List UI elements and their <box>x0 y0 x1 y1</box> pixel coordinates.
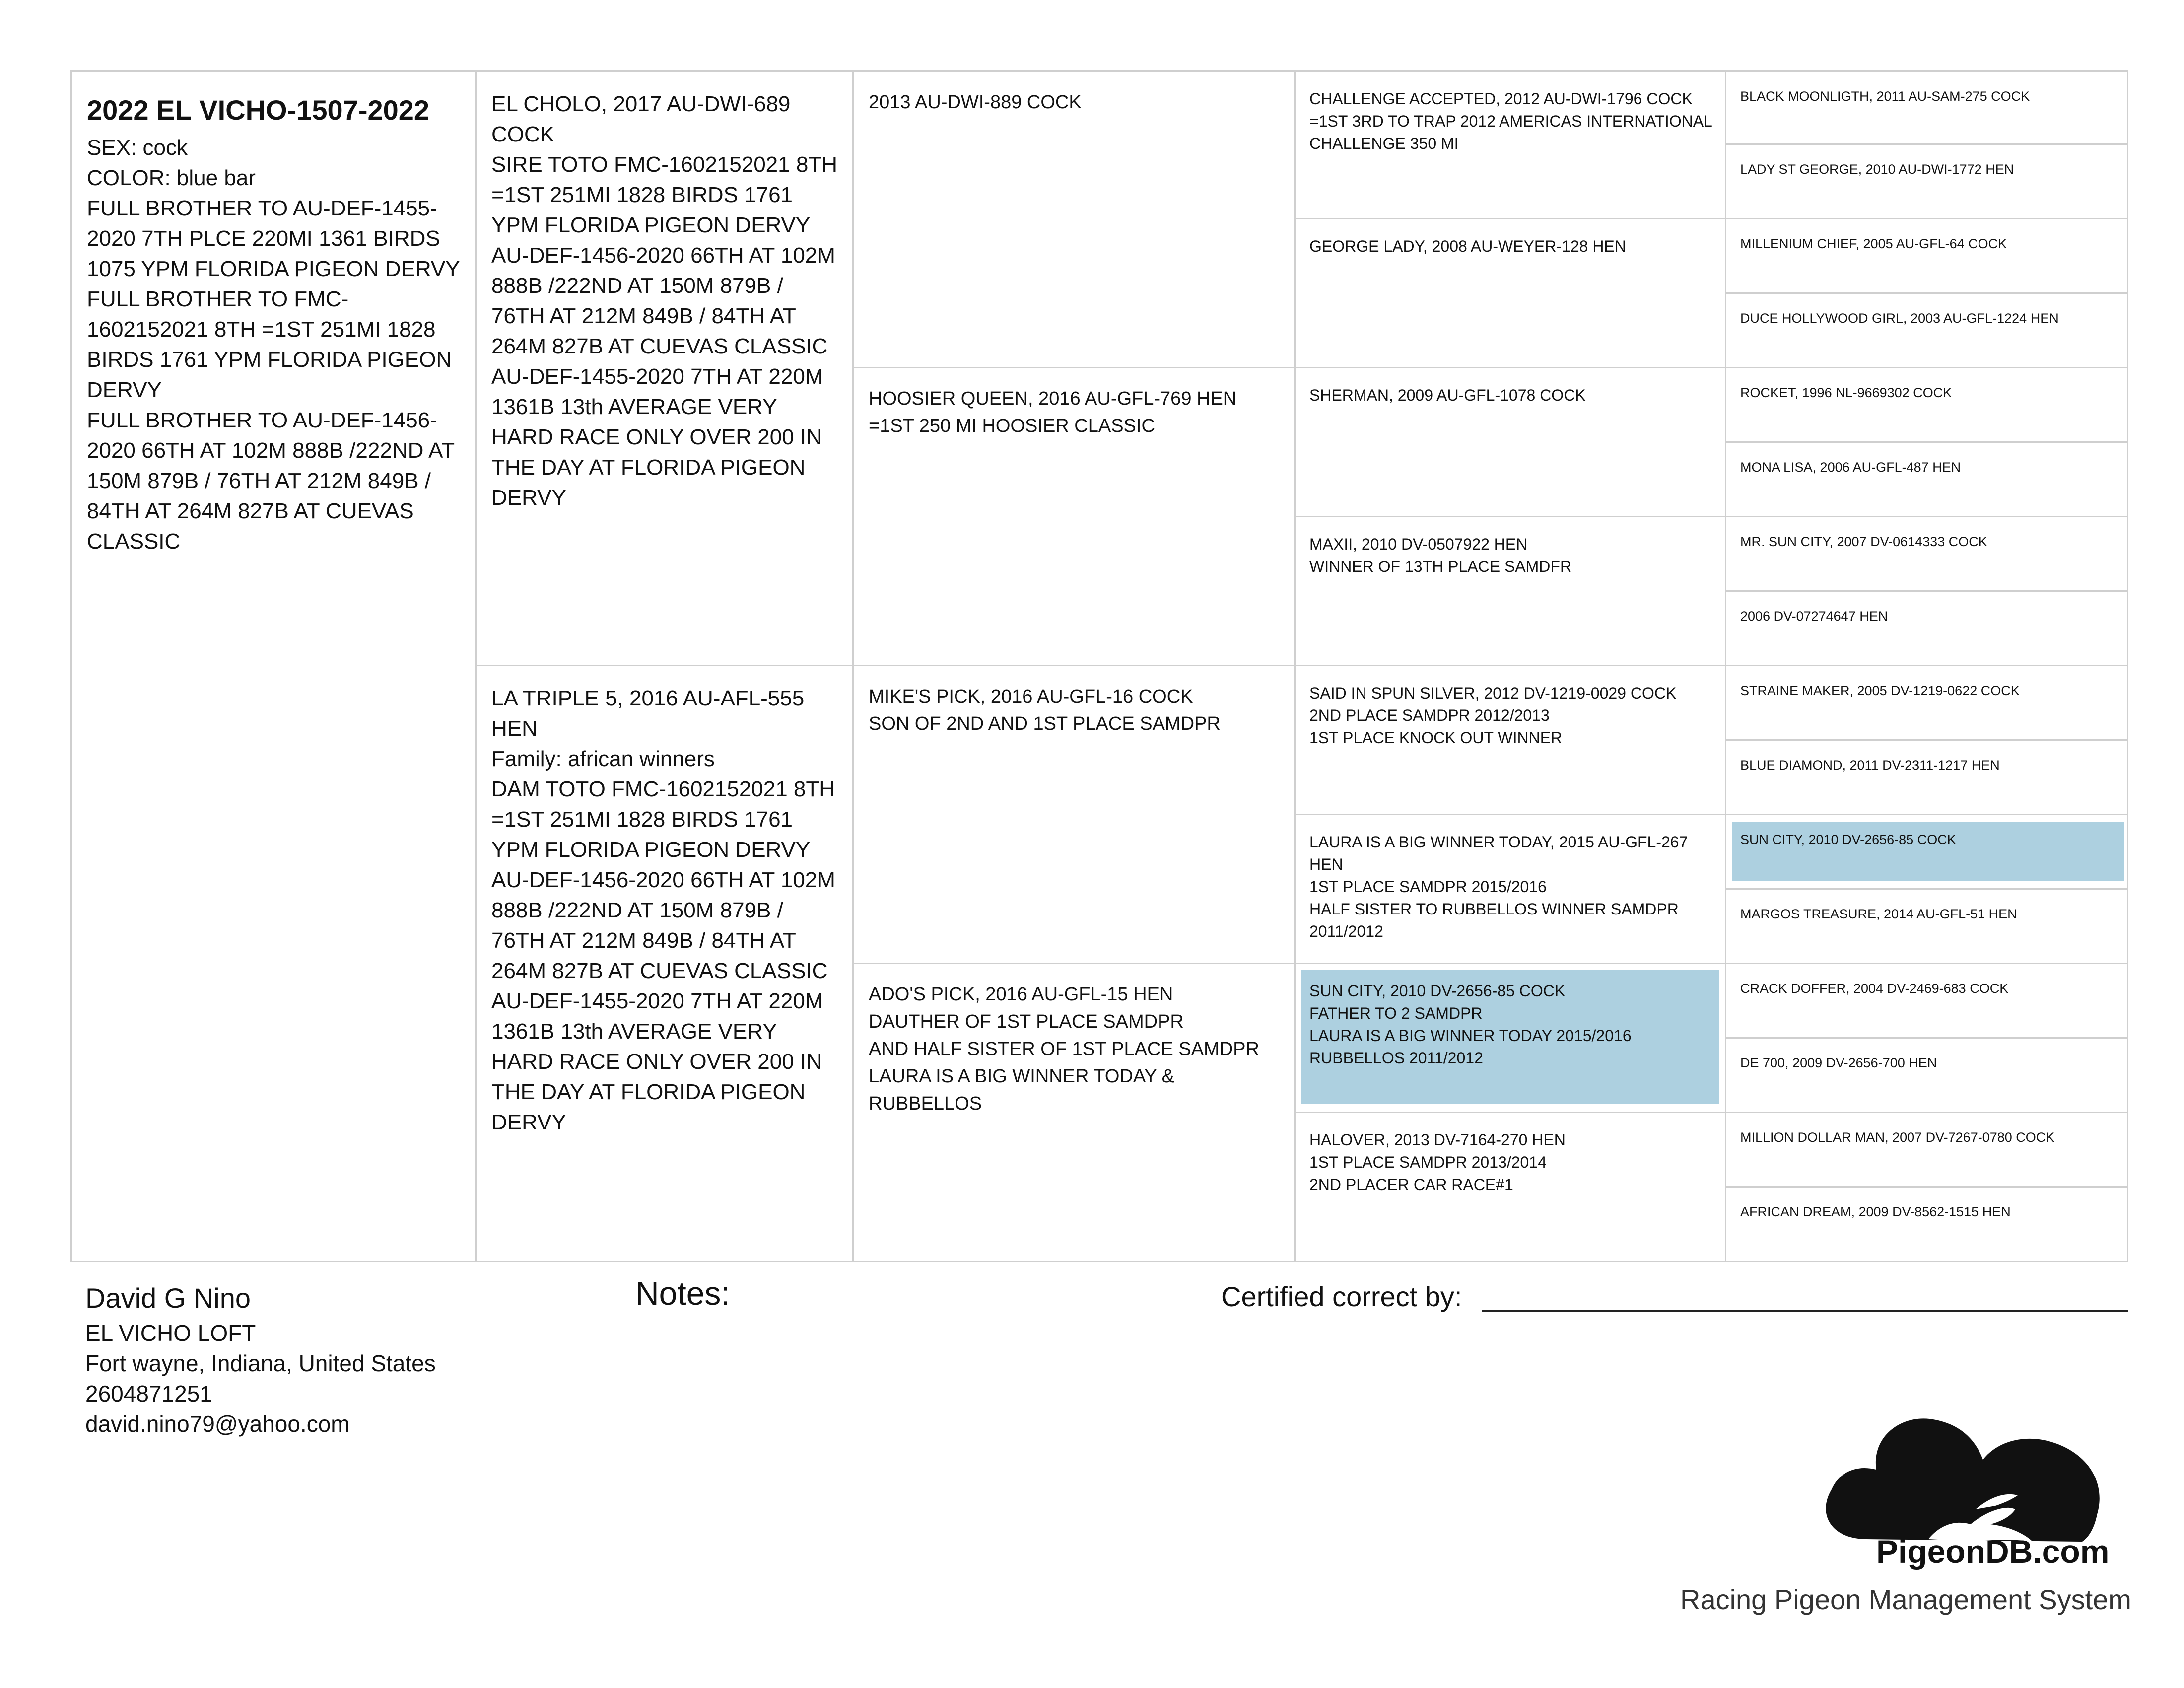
dam-cell <box>475 665 854 1262</box>
gen4-line: DUCE HOLLYWOOD GIRL, 2003 AU-GFL-1224 HEN <box>1740 311 2059 326</box>
gen4-line: CRACK DOFFER, 2004 DV-2469-683 COCK <box>1740 981 2009 996</box>
gen3-line: HALOVER, 2013 DV-7164-270 HEN <box>1309 1131 1566 1149</box>
gen4-cell <box>1725 70 2128 145</box>
subject-cell <box>70 70 477 1262</box>
gen3-line: CHALLENGE ACCEPTED, 2012 AU-DWI-1796 COCK <box>1309 90 1693 108</box>
owner-email: david.nino79@yahoo.com <box>85 1411 350 1437</box>
gen4-cell <box>1725 665 2128 741</box>
gen4-line: AFRICAN DREAM, 2009 DV-8562-1515 HEN <box>1740 1204 2011 1219</box>
sire-cell <box>475 70 854 666</box>
gen4-cell <box>1725 292 2128 368</box>
signature-line <box>1482 1310 2128 1312</box>
gen4-cell <box>1725 1037 2128 1113</box>
gen2-line: AND HALF SISTER OF 1ST PLACE SAMDPR <box>869 1039 1259 1059</box>
logo-tagline: Racing Pigeon Management System <box>1680 1584 2131 1615</box>
gen3-cell <box>1294 814 1726 964</box>
gen3-line: 1ST PLACE SAMDPR 2015/2016 <box>1309 878 1547 896</box>
gen4-cell-highlighted <box>1725 814 2128 890</box>
gen3-line: 1ST PLACE KNOCK OUT WINNER <box>1309 729 1563 747</box>
subject-note: FULL BROTHER TO AU-DEF-1456-2020 66TH AT 102M 888B /222ND AT 150M 879B / 76TH AT 212M 849B / 84TH AT 264M 827B AT CUEVAS CLASSIC <box>87 408 455 554</box>
notes-label: Notes: <box>635 1275 730 1312</box>
gen3-line: LAURA IS A BIG WINNER TODAY 2015/2016 <box>1309 1027 1632 1045</box>
gen2-line: =1ST 250 MI HOOSIER CLASSIC <box>869 416 1155 436</box>
gen4-cell <box>1725 888 2128 964</box>
gen3-line: LAURA IS A BIG WINNER TODAY, 2015 AU-GFL-267 HEN <box>1309 833 1688 873</box>
gen3-cell <box>1294 70 1726 219</box>
gen3-line: 2ND PLACE SAMDPR 2012/2013 <box>1309 706 1550 724</box>
gen2-line: ADO'S PICK, 2016 AU-GFL-15 HEN <box>869 984 1173 1005</box>
gen3-line: SAID IN SPUN SILVER, 2012 DV-1219-0029 COCK <box>1309 684 1677 702</box>
gen4-line: MR. SUN CITY, 2007 DV-0614333 COCK <box>1740 534 1987 549</box>
certified-label: Certified correct by: <box>1221 1281 1462 1312</box>
gen4-line: SUN CITY, 2010 DV-2656-85 COCK <box>1740 832 1956 847</box>
subject-note: FULL BROTHER TO AU-DEF-1455-2020 7TH PLCE 220MI 1361 BIRDS 1075 YPM FLORIDA PIGEON DERVY <box>87 196 460 281</box>
dam-note: DAM TOTO FMC-1602152021 8TH =1ST 251MI 1828 BIRDS 1761 YPM FLORIDA PIGEON DERVY <box>491 777 835 862</box>
dam-note: AU-DEF-1456-2020 66TH AT 102M 888B /222ND AT 150M 879B / 76TH AT 212M 849B / 84TH AT 264M 827B AT CUEVAS CLASSIC <box>491 868 835 983</box>
gen3-line: =1ST 3RD TO TRAP 2012 AMERICAS INTERNATIONAL CHALLENGE 350 MI <box>1309 112 1712 152</box>
owner-phone: 2604871251 <box>85 1381 212 1407</box>
gen4-line: MILLION DOLLAR MAN, 2007 DV-7267-0780 COCK <box>1740 1130 2055 1145</box>
logo-site-name: PigeonDB.com <box>1876 1533 2110 1570</box>
gen4-line: MARGOS TREASURE, 2014 AU-GFL-51 HEN <box>1740 907 2017 921</box>
owner-name: David G Nino <box>85 1282 251 1314</box>
gen2-cell <box>852 70 1296 368</box>
gen4-cell <box>1725 590 2128 666</box>
gen4-cell <box>1725 143 2128 219</box>
gen3-line: MAXII, 2010 DV-0507922 HEN <box>1309 535 1528 553</box>
gen4-cell <box>1725 1112 2128 1188</box>
dam-note: AU-DEF-1455-2020 7TH AT 220M 1361B 13th AVERAGE VERY HARD RACE ONLY OVER 200 IN THE DAY AT FLORIDA PIGEON DERVY <box>491 989 823 1134</box>
subject-note: FULL BROTHER TO FMC-1602152021 8TH =1ST 251MI 1828 BIRDS 1761 YPM FLORIDA PIGEON DERVY <box>87 287 452 402</box>
gen4-cell <box>1725 441 2128 517</box>
gen2-cell <box>852 963 1296 1262</box>
gen4-cell <box>1725 218 2128 294</box>
subject-sex: SEX: cock <box>87 136 188 160</box>
gen4-line: STRAINE MAKER, 2005 DV-1219-0622 COCK <box>1740 683 2020 698</box>
gen4-cell <box>1725 1186 2128 1262</box>
gen2-cell <box>852 665 1296 964</box>
gen3-cell <box>1294 516 1726 666</box>
owner-block <box>85 1278 631 1439</box>
gen4-cell <box>1725 367 2128 443</box>
sire-note: AU-DEF-1456-2020 66TH AT 102M 888B /222ND AT 150M 879B / 76TH AT 212M 849B / 84TH AT 264M 827B AT CUEVAS CLASSIC <box>491 243 835 358</box>
gen4-line: BLACK MOONLIGTH, 2011 AU-SAM-275 COCK <box>1740 89 2030 104</box>
gen2-line: DAUTHER OF 1ST PLACE SAMDPR <box>869 1011 1184 1032</box>
gen4-line: DE 700, 2009 DV-2656-700 HEN <box>1740 1055 1937 1070</box>
gen3-line: 1ST PLACE SAMDPR 2013/2014 <box>1309 1153 1547 1171</box>
gen4-line: LADY ST GEORGE, 2010 AU-DWI-1772 HEN <box>1740 162 2014 177</box>
sire-name: EL CHOLO, 2017 AU-DWI-689 COCK <box>491 92 791 146</box>
gen3-line: 2ND PLACER CAR RACE#1 <box>1309 1176 1513 1194</box>
gen4-line: MILLENIUM CHIEF, 2005 AU-GFL-64 COCK <box>1740 236 2007 251</box>
gen3-cell <box>1294 665 1726 815</box>
gen3-line: SUN CITY, 2010 DV-2656-85 COCK <box>1309 982 1566 1000</box>
gen3-line: GEORGE LADY, 2008 AU-WEYER-128 HEN <box>1309 237 1626 255</box>
gen2-line: SON OF 2ND AND 1ST PLACE SAMDPR <box>869 713 1221 734</box>
gen3-cell <box>1294 367 1726 517</box>
gen3-line: FATHER TO 2 SAMDPR <box>1309 1004 1483 1022</box>
sire-note: SIRE TOTO FMC-1602152021 8TH =1ST 251MI 1828 BIRDS 1761 YPM FLORIDA PIGEON DERVY <box>491 152 837 237</box>
gen2-line: HOOSIER QUEEN, 2016 AU-GFL-769 HEN <box>869 388 1237 409</box>
gen3-cell <box>1294 218 1726 368</box>
gen2-cell <box>852 367 1296 666</box>
gen3-line: WINNER OF 13TH PLACE SAMDFR <box>1309 558 1572 575</box>
gen3-line: HALF SISTER TO RUBBELLOS WINNER SAMDPR 2011/2012 <box>1309 900 1679 940</box>
gen2-line: MIKE'S PICK, 2016 AU-GFL-16 COCK <box>869 686 1193 707</box>
gen3-line: RUBBELLOS 2011/2012 <box>1309 1049 1483 1067</box>
sire-note: AU-DEF-1455-2020 7TH AT 220M 1361B 13th AVERAGE VERY HARD RACE ONLY OVER 200 IN THE DAY AT FLORIDA PIGEON DERVY <box>491 364 823 510</box>
gen3-cell <box>1294 1112 1726 1262</box>
gen4-line: BLUE DIAMOND, 2011 DV-2311-1217 HEN <box>1740 758 2000 773</box>
gen2-line: LAURA IS A BIG WINNER TODAY & RUBBELLOS <box>869 1066 1174 1114</box>
gen4-cell <box>1725 963 2128 1039</box>
owner-location: Fort wayne, Indiana, United States <box>85 1350 436 1376</box>
gen4-line: MONA LISA, 2006 AU-GFL-487 HEN <box>1740 460 1961 475</box>
owner-loft: EL VICHO LOFT <box>85 1320 256 1346</box>
gen4-line: 2006 DV-07274647 HEN <box>1740 609 1888 624</box>
gen4-cell <box>1725 739 2128 815</box>
pedigree-grid <box>70 70 2128 1262</box>
dam-family: Family: african winners <box>491 747 715 771</box>
subject-color: COLOR: blue bar <box>87 166 256 190</box>
gen4-cell <box>1725 516 2128 592</box>
subject-title: 2022 EL VICHO-1507-2022 <box>87 94 430 126</box>
gen2-line: 2013 AU-DWI-889 COCK <box>869 92 1082 113</box>
gen4-line: ROCKET, 1996 NL-9669302 COCK <box>1740 385 1952 400</box>
gen3-line: SHERMAN, 2009 AU-GFL-1078 COCK <box>1309 386 1586 404</box>
gen3-cell-highlighted <box>1294 963 1726 1113</box>
dam-name: LA TRIPLE 5, 2016 AU-AFL-555 HEN <box>491 686 805 741</box>
